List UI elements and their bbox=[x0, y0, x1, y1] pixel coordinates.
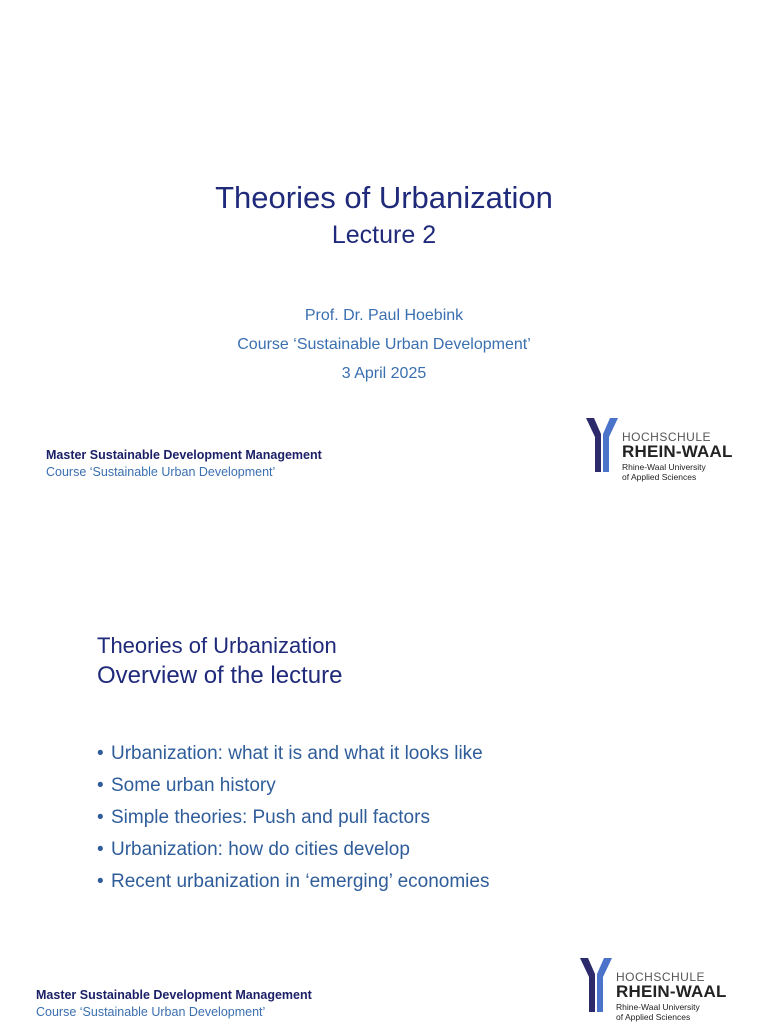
bullet-icon: • bbox=[97, 871, 104, 892]
logo-text-applied-sciences: of Applied Sciences bbox=[622, 472, 697, 482]
list-item bbox=[97, 738, 489, 770]
logo-text-rhein-waal: RHEIN-WAAL bbox=[622, 442, 733, 461]
slide-subtitle: Overview of the lecture bbox=[97, 662, 343, 689]
bullet-text: Recent urbanization in ‘emerging’ economies bbox=[111, 871, 490, 892]
overview-slide bbox=[0, 512, 768, 1024]
bullet-icon: • bbox=[97, 807, 104, 828]
bullet-text: Urbanization: how do cities develop bbox=[111, 839, 410, 860]
logo-y-mark-icon bbox=[578, 956, 614, 1016]
list-item bbox=[97, 802, 489, 834]
list-item bbox=[97, 834, 489, 866]
logo-y-mark-icon bbox=[584, 416, 620, 476]
course-name: Course ‘Sustainable Urban Development’ bbox=[237, 336, 531, 353]
presenter-name: Prof. Dr. Paul Hoebink bbox=[304, 307, 464, 324]
bullet-icon: • bbox=[97, 743, 104, 764]
university-logo bbox=[584, 416, 734, 484]
footer-course: Course ‘Sustainable Urban Development’ bbox=[36, 1005, 266, 1019]
bullet-text: Urbanization: what it is and what it looks like bbox=[111, 743, 483, 764]
footer-program: Master Sustainable Development Management bbox=[36, 988, 312, 1002]
logo-text-rhein-waal: RHEIN-WAAL bbox=[616, 982, 727, 1001]
logo-text-hochschule: HOCHSCHULE bbox=[616, 970, 706, 984]
slide-title: Theories of Urbanization bbox=[97, 633, 337, 658]
university-logo bbox=[578, 956, 728, 1024]
logo-text-hochschule: HOCHSCHULE bbox=[622, 430, 712, 444]
lecture-date: 3 April 2025 bbox=[341, 365, 427, 382]
footer-program: Master Sustainable Development Management bbox=[46, 448, 322, 462]
bullet-text: Some urban history bbox=[111, 775, 276, 796]
list-item bbox=[97, 770, 489, 802]
bullet-icon: • bbox=[97, 775, 104, 796]
logo-text-applied-sciences: of Applied Sciences bbox=[616, 1012, 691, 1022]
bullet-list bbox=[97, 738, 489, 898]
logo-text-university: Rhine-Waal University bbox=[622, 462, 706, 472]
bullet-icon: • bbox=[97, 839, 104, 860]
bullet-text: Simple theories: Push and pull factors bbox=[111, 807, 430, 828]
footer-course: Course ‘Sustainable Urban Development’ bbox=[46, 465, 276, 479]
lecture-number: Lecture 2 bbox=[331, 221, 437, 249]
list-item bbox=[97, 866, 489, 898]
logo-text-university: Rhine-Waal University bbox=[616, 1002, 700, 1012]
slide-title: Theories of Urbanization bbox=[215, 180, 553, 215]
